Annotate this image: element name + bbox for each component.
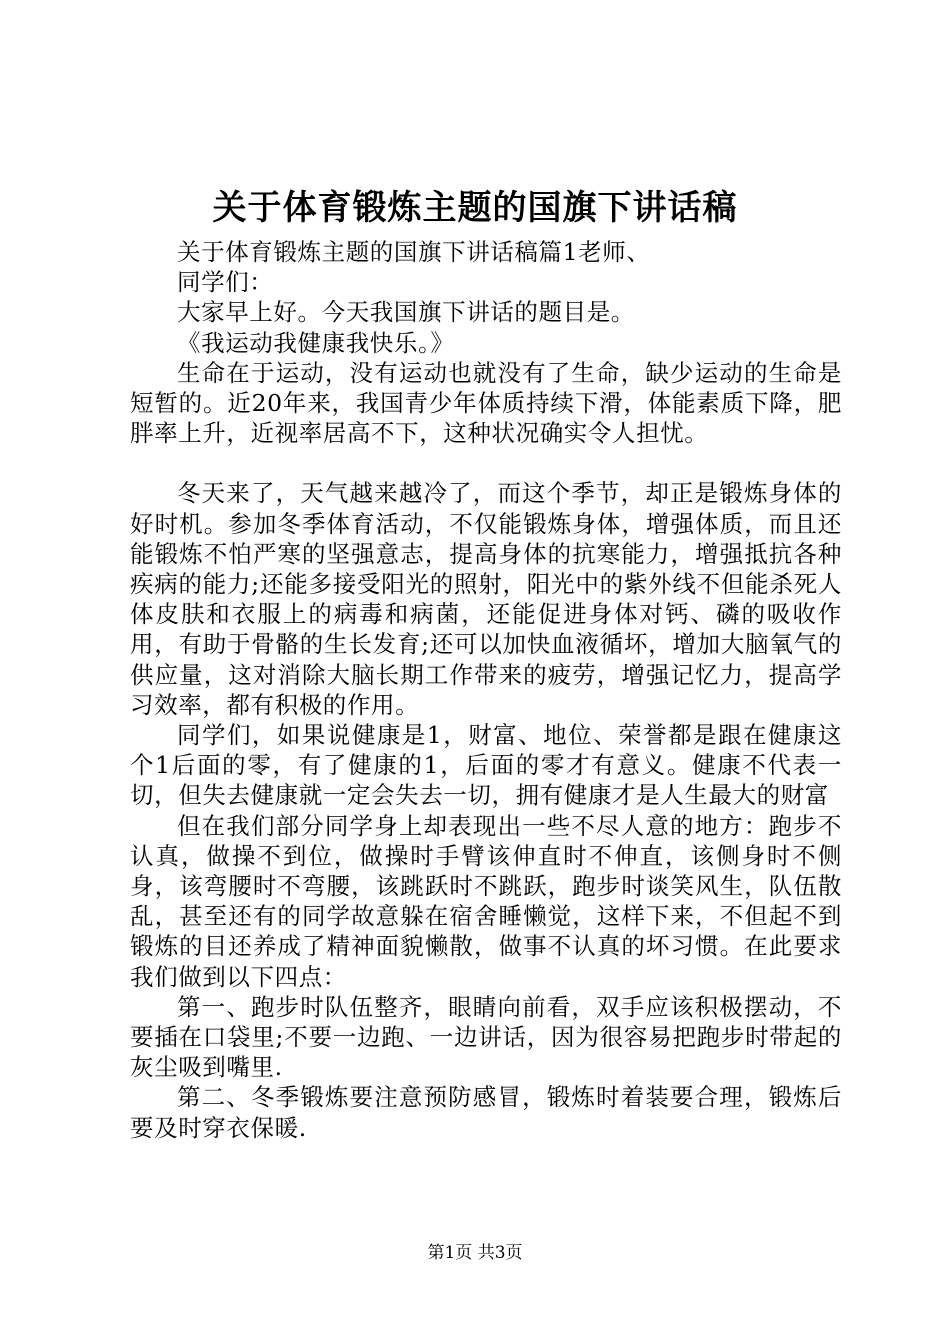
paragraph: 第二、冬季锻炼要注意预防感冒，锻炼时着装要合理，锻炼后要及时穿衣保暖.	[130, 1083, 842, 1142]
paragraph: 大家早上好。今天我国旗下讲话的题目是。	[177, 298, 635, 327]
document-body	[130, 237, 842, 1143]
paragraph: 第一、跑步时队伍整齐，眼睛向前看，双手应该积极摆动，不要插在口袋里;不要一边跑、一边讲话，因为很容易把跑步时带起的灰尘吸到嘴里.	[130, 992, 842, 1082]
paragraph: 但在我们部分同学身上却表现出一些不尽人意的地方：跑步不认真，做操不到位，做操时手臂该伸直时不伸直，该侧身时不侧身，该弯腰时不弯腰，该跳跃时不跳跃，跑步时谈笑风生，队伍散乱，甚至还有的同学故意躲在宿舍睡懒觉，这样下来，不但起不到锻炼的目还养成了精神面貌懒散，做事不认真的坏习惯。在此要求我们做到以下四点：	[130, 811, 842, 991]
page-footer: 第1页 共3页	[427, 1243, 523, 1263]
document-title: 关于体育锻炼主题的国旗下讲话稿	[212, 188, 738, 228]
paragraph: 关于体育锻炼主题的国旗下讲话稿篇1老师、	[177, 238, 651, 266]
paragraph: 冬天来了，天气越来越冷了，而这个季节，却正是锻炼身体的好时机。参加冬季体育活动，不仅能锻炼身体，增强体质，而且还能锻炼不怕严寒的坚强意志，提高身体的抗寒能力，增强抵抗各种疾病的能力;还能多接受阳光的照射，阳光中的紫外线不但能杀死人体皮肤和衣服上的病毒和病菌，还能促进身体对钙、磷的吸收作用，有助于骨骼的生长发育;还可以加快血液循坏，增加大脑氧气的供应量，这对消除大脑长期工作带来的疲劳，增强记忆力，提高学习效率，都有积极的作用。	[130, 479, 842, 719]
paragraph: 同学们，如果说健康是1，财富、地位、荣誉都是跟在健康这个1后面的零，有了健康的1，后面的零才有意义。健康不代表一切，但失去健康就一定会失去一切，拥有健康才是人生最大的财富	[130, 721, 842, 810]
paragraph: 生命在于运动，没有运动也就没有了生命，缺少运动的生命是短暂的。近20年来，我国青少年体质持续下滑，体能素质下降，肥胖率上升，近视率居高不下，这种状况确实令人担忧。	[130, 358, 842, 448]
paragraph: 同学们：	[177, 268, 274, 297]
paragraph: 《我运动我健康我快乐。》	[177, 328, 455, 357]
